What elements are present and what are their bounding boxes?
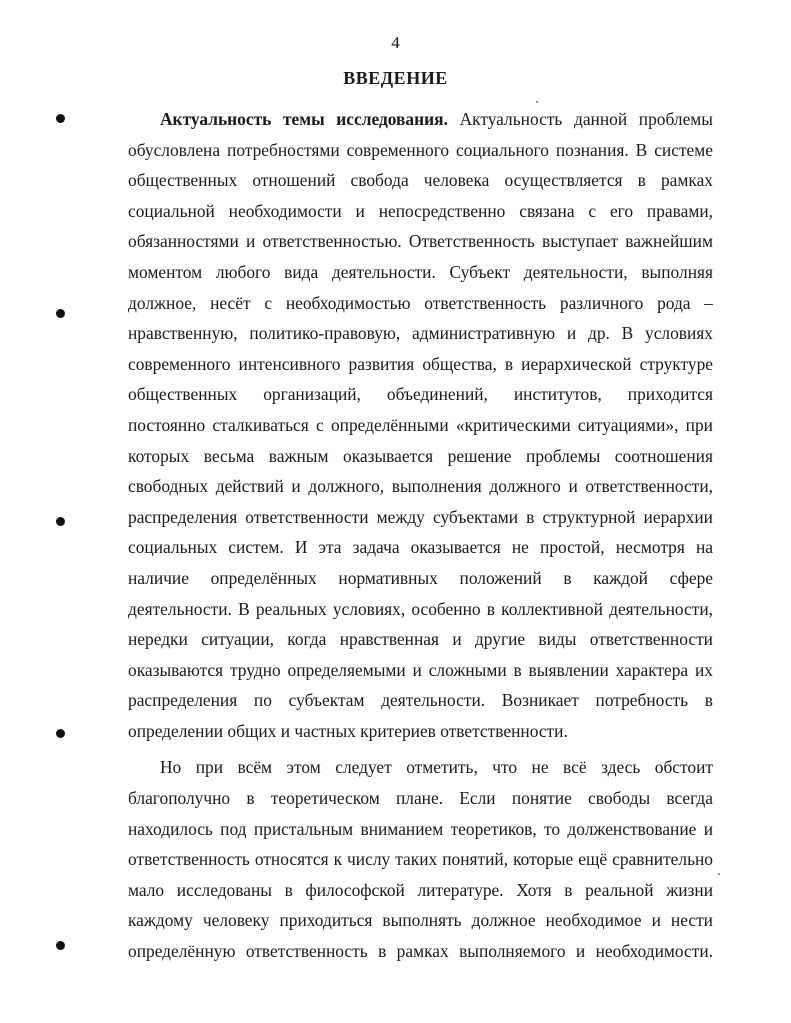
binder-hole — [56, 309, 65, 318]
paragraph-1-line: распределения ответственности между субъектами в структурной иерархии — [128, 506, 713, 527]
paragraph-1-line: нередки ситуации, когда нравственная и другие виды ответственности — [128, 629, 713, 650]
paragraph-2-line: определённую ответственность в рамках выполняемого и необходимости. — [128, 941, 713, 962]
paragraph-1-last-line: определении общих и частных критериев ответственности. — [128, 720, 568, 741]
paragraph-2-line: Но при всём этом следует отметить, что не всё здесь обстоит — [160, 757, 713, 778]
paragraph-1-line: свободных действий и должного, выполнения должного и ответственности, — [128, 476, 713, 497]
paragraph-1-line: моментом любого вида деятельности. Субъект деятельности, выполняя — [128, 261, 713, 282]
paragraph-2-line: каждому человеку приходиться выполнять должное необходимое и нести — [128, 910, 713, 931]
paragraph-1-line: нравственную, политико-правовую, административную и др. В условиях — [128, 323, 713, 344]
lead-rest: Актуальность данной проблемы — [447, 109, 713, 129]
binder-hole — [56, 729, 65, 738]
paragraph-1-line: постоянно сталкиваться с определёнными «критическими ситуациями», при — [128, 414, 713, 435]
paragraph-1-line: обусловлена потребностями современного социального познания. В системе — [128, 139, 713, 160]
paragraph-2-line: ответственность относятся к числу таких понятий, которые ещё сравнительно — [128, 849, 713, 870]
body-text — [128, 104, 713, 967]
paragraph-1-line: деятельности. В реальных условиях, особенно в коллективной деятельности, — [128, 598, 713, 619]
lead-heading: Актуальность темы исследования. — [160, 109, 448, 129]
paragraph-1-line: обязанностями и ответственностью. Ответственность выступает важнейшим — [128, 231, 713, 252]
scan-speck — [536, 101, 538, 103]
paragraph-1-line: социальных систем. И эта задача оказывается не простой, несмотря на — [128, 537, 713, 558]
binder-hole — [56, 114, 65, 123]
paragraph-2-line: мало исследованы в философской литературе. Хотя в реальной жизни — [128, 879, 713, 900]
paragraph-1-line: наличие определённых нормативных положений в каждой сфере — [128, 567, 713, 588]
paragraph-1-line: общественных организаций, объединений, институтов, приходится — [128, 384, 713, 405]
paragraph-2-line: находилось под пристальным вниманием теоретиков, то долженствование и — [128, 818, 713, 839]
paragraph-1-line: социальной необходимости и непосредственно связана с его правами, — [128, 200, 713, 221]
scan-speck — [718, 873, 720, 875]
paragraph-1-line: общественных отношений свобода человека осуществляется в рамках — [128, 170, 713, 191]
page-title: ВВЕДЕНИЕ — [343, 68, 448, 88]
paragraph-1-line: которых весьма важным оказывается решение проблемы соотношения — [128, 445, 713, 466]
paragraph-1-line: распределения по субъектам деятельности. Возникает потребность в — [128, 690, 713, 711]
page-number: 4 — [391, 33, 400, 52]
paragraph-1-line: современного интенсивного развития общества, в иерархической структуре — [128, 353, 713, 374]
paragraph-1-line: оказываются трудно определяемыми и сложными в выявлении характера их — [128, 659, 713, 680]
binder-hole — [56, 941, 65, 950]
paragraph-1-line — [128, 104, 713, 135]
binder-hole — [56, 517, 65, 526]
paragraph-1-line: должное, несёт с необходимостью ответственность различного рода – — [128, 292, 713, 313]
paragraph-2-line: благополучно в теоретическом плане. Если понятие свободы всегда — [128, 788, 713, 809]
